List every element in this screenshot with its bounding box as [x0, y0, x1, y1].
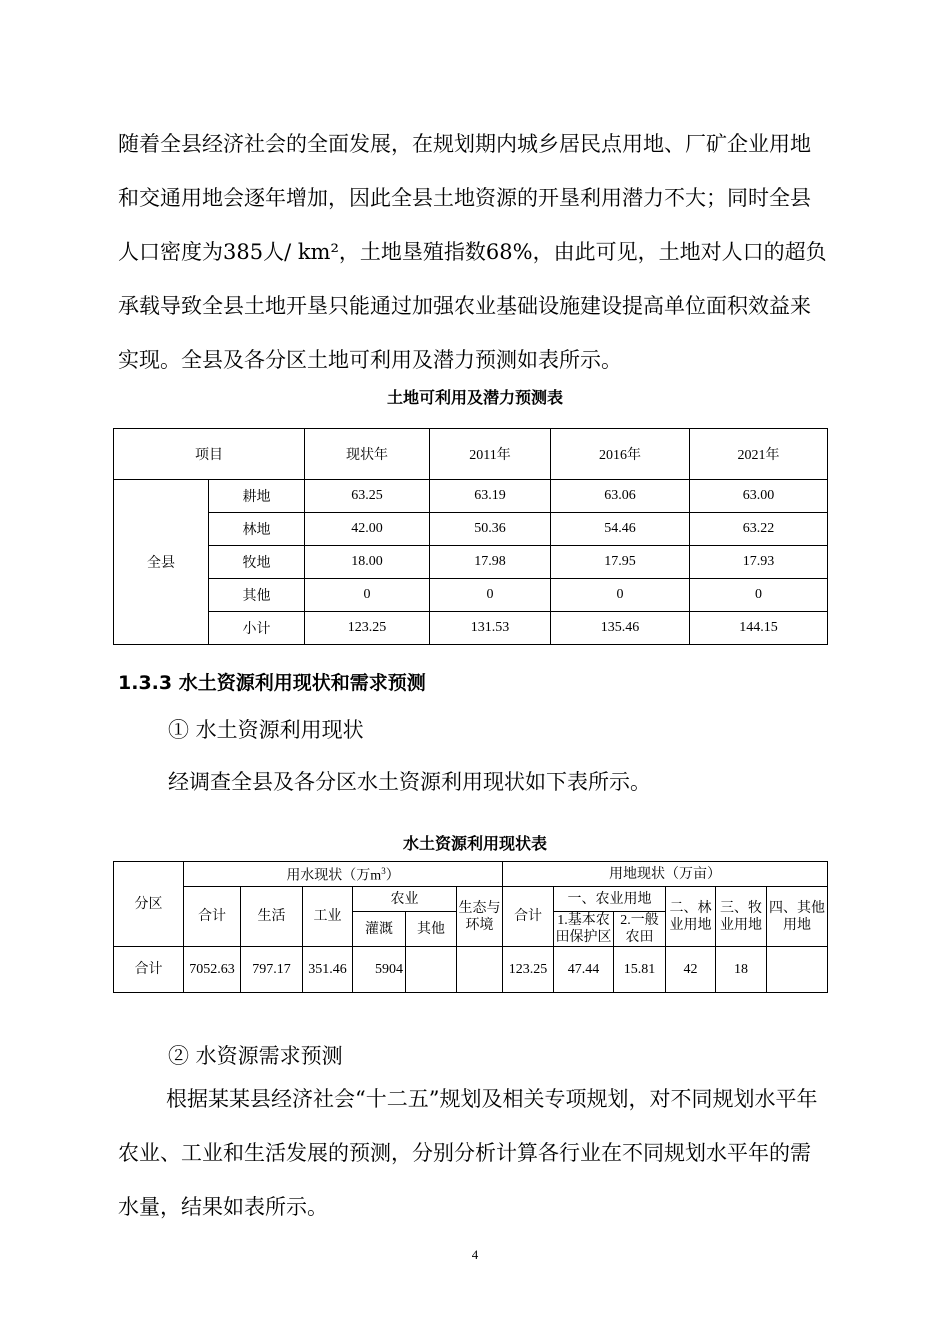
row-label: 耕地 [209, 480, 305, 513]
header-agri-other: 其他 [406, 912, 457, 947]
row-label: 其他 [209, 579, 305, 612]
cell: 0 [305, 579, 430, 612]
cell-life: 797.17 [241, 947, 303, 993]
paragraph-survey: 经调查全县及各分区水土资源利用现状如下表所示。 [168, 770, 651, 794]
header-industry: 工业 [303, 887, 353, 947]
cell-total: 7052.63 [184, 947, 241, 993]
subsection-water-demand: ② 水资源需求预测 [168, 1044, 343, 1068]
header-eco: 生态与环境 [457, 887, 503, 947]
cell: 18.00 [305, 546, 430, 579]
cell: 131.53 [430, 612, 551, 645]
cell: 54.46 [551, 513, 690, 546]
cell-agri-other [406, 947, 457, 993]
cell: 0 [551, 579, 690, 612]
row-label: 小计 [209, 612, 305, 645]
table2-caption: 水土资源利用现状表 [402, 834, 547, 853]
cell: 0 [690, 579, 828, 612]
paragraph-land-potential: 随着全县经济社会的全面发展，在规划期内城乡居民点用地、厂矿企业用地和交通用地会逐年增加，因此全县土地资源的开垦利用潜力不大；同时全县人口密度为385人/ km²，土地垦殖指数68%，由此可见，土地对人口的超负承载导致全县土地开垦只能通过加强农业基础设施建设提高单位面积效益来实现。全县及各分区土地可利用及潜力预测如表所示。 [118, 132, 827, 372]
cell: 17.98 [430, 546, 551, 579]
page-number: 4 [471, 1247, 479, 1262]
header-2011: 2011年 [430, 429, 551, 480]
cell: 144.15 [690, 612, 828, 645]
cell: 0 [430, 579, 551, 612]
water-land-status-table [113, 861, 828, 993]
cell-irrigation: 5904 [353, 947, 406, 993]
header-other-land: 四、其他用地 [767, 887, 828, 947]
cell-other-land [767, 947, 828, 993]
cell: 63.00 [690, 480, 828, 513]
cell-district: 合计 [114, 947, 184, 993]
header-water-total: 合计 [184, 887, 241, 947]
header-irrigation: 灌溉 [353, 912, 406, 947]
cell: 17.95 [551, 546, 690, 579]
cell-industry: 351.46 [303, 947, 353, 993]
header-2016: 2016年 [551, 429, 690, 480]
cell: 63.25 [305, 480, 430, 513]
header-land-use: 用地现状（万亩） [503, 862, 828, 887]
subsection-water-land-status: ① 水土资源利用现状 [168, 718, 364, 742]
header-life: 生活 [241, 887, 303, 947]
header-pasture-land: 三、牧业用地 [716, 887, 767, 947]
table1-caption: 土地可利用及潜力预测表 [386, 388, 563, 407]
group-label: 全县 [114, 480, 209, 645]
cell-pasture: 18 [716, 947, 767, 993]
cell: 42.00 [305, 513, 430, 546]
cell-basic-farmland: 47.44 [554, 947, 614, 993]
cell: 135.46 [551, 612, 690, 645]
header-forest-land: 二、林业用地 [666, 887, 716, 947]
header-agri-land: 一、农业用地 [554, 887, 666, 912]
header-basic-farmland: 1.基本农田保护区 [555, 913, 612, 945]
cell: 63.06 [551, 480, 690, 513]
header-water-use: 用水现状（万$m^3$） [184, 862, 503, 887]
table-row [114, 513, 828, 546]
table-row [114, 947, 828, 993]
cell: 50.36 [430, 513, 551, 546]
paragraph-demand-forecast: 根据某某县经济社会“十二五”规划及相关专项规划，对不同规划水平年农业、工业和生活发展的预测，分别分析计算各行业在不同规划水平年的需水量，结果如表所示。 [118, 1087, 818, 1219]
cell-land-total: 123.25 [503, 947, 554, 993]
cell: 63.19 [430, 480, 551, 513]
cell: 123.25 [305, 612, 430, 645]
table-row [114, 612, 828, 645]
table-row [114, 546, 828, 579]
land-potential-table [113, 428, 828, 645]
header-2021: 2021年 [690, 429, 828, 480]
row-label: 林地 [209, 513, 305, 546]
header-general-farmland: 2.一般农田 [614, 912, 666, 947]
section-heading: 1.3.3 水土资源利用现状和需求预测 [118, 672, 426, 694]
cell: 17.93 [690, 546, 828, 579]
cell-forest: 42 [666, 947, 716, 993]
row-label: 牧地 [209, 546, 305, 579]
cell-eco [457, 947, 503, 993]
header-current: 现状年 [305, 429, 430, 480]
header-item: 项目 [114, 429, 305, 480]
header-agriculture: 农业 [353, 887, 457, 912]
cell-general-farmland: 15.81 [614, 947, 666, 993]
table-row [114, 480, 828, 513]
cell: 63.22 [690, 513, 828, 546]
table-row [114, 579, 828, 612]
header-district: 分区 [114, 862, 184, 947]
header-land-total: 合计 [503, 887, 554, 947]
